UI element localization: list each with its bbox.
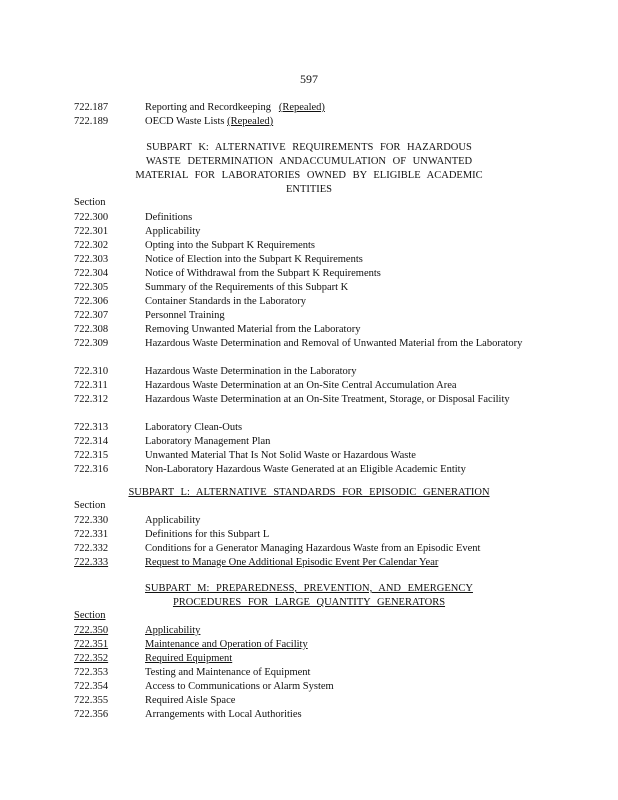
section-number: 722.315 [74,450,109,461]
section-title: Notice of Election into the Subpart K Requirements [145,254,363,265]
section-number: 722.304 [74,268,109,279]
section-number: 722.350 [74,625,109,636]
page-number: 597 [300,72,318,86]
section-title: Opting into the Subpart K Requirements [145,240,316,251]
section-number: 722.300 [74,212,109,223]
section-title: Personnel Training [145,310,225,321]
section-title: Applicability [145,515,201,526]
section-number: 722.352 [74,653,109,664]
section-title: Hazardous Waste Determination and Removal of Unwanted Material from the Laboratory [145,338,523,349]
section-title: Removing Unwanted Material from the Laboratory [145,324,361,335]
section-title: OECD Waste Lists (Repealed) [145,116,274,127]
section-label: Section [74,610,106,621]
section-number: 722.356 [74,709,109,720]
section-title: Hazardous Waste Determination at an On-Site Treatment, Storage, or Disposal Facility [145,394,510,405]
subpart-m-heading-line: SUBPART M: PREPAREDNESS, PREVENTION, AND EMERGENCY [145,583,473,594]
subpart-m-heading-line: PROCEDURES FOR LARGE QUANTITY GENERATORS [172,597,446,608]
section-number: 722.355 [74,695,109,706]
section-title: Hazardous Waste Determination at an On-Site Central Accumulation Area [145,380,457,391]
section-title: Maintenance and Operation of Facility [145,639,308,650]
subpart-k-heading-line: ENTITIES [285,184,333,195]
section-number: 722.307 [74,310,109,321]
section-number: 722.187 [74,102,109,113]
section-title: Conditions for a Generator Managing Hazardous Waste from an Episodic Event [145,543,481,554]
section-title: Applicability [145,226,201,237]
section-title: Request to Manage One Additional Episodic Event Per Calendar Year [145,557,439,568]
subpart-k-heading-line: WASTE DETERMINATION ANDACCUMULATION OF UNWANTED [145,156,473,167]
section-number: 722.311 [74,380,108,391]
section-number: 722.351 [74,639,109,650]
section-title: Reporting and Recordkeeping (Repealed) [145,102,325,113]
section-number: 722.331 [74,529,109,540]
section-title: Hazardous Waste Determination in the Laboratory [145,366,357,377]
section-number: 722.332 [74,543,109,554]
section-number: 722.314 [74,436,109,447]
section-title: Laboratory Management Plan [145,436,271,447]
section-number: 722.313 [74,422,109,433]
section-number: 722.312 [74,394,109,405]
section-title: Summary of the Requirements of this Subpart K [145,282,349,293]
section-number: 722.353 [74,667,109,678]
section-number: 722.354 [74,681,109,692]
section-number: 722.309 [74,338,109,349]
section-number: 722.301 [74,226,109,237]
section-title: Access to Communications or Alarm System [145,681,334,692]
section-title: Laboratory Clean-Outs [145,422,243,433]
section-title: Arrangements with Local Authorities [145,709,302,720]
section-title: Definitions for this Subpart L [145,529,270,540]
section-number: 722.305 [74,282,109,293]
section-title: Applicability [145,625,201,636]
subpart-l-heading: SUBPART L: ALTERNATIVE STANDARDS FOR EPISODIC GENERATION [128,487,490,498]
section-number: 722.303 [74,254,109,265]
section-title: Notice of Withdrawal from the Subpart K Requirements [145,268,381,279]
section-label: Section [74,197,106,208]
section-title: Non-Laboratory Hazardous Waste Generated at an Eligible Academic Entity [145,464,466,475]
subpart-k-heading-line: MATERIAL FOR LABORATORIES OWNED BY ELIGIBLE ACADEMIC [135,170,483,181]
section-label: Section [74,500,106,511]
section-title: Required Equipment [145,653,233,664]
section-number: 722.308 [74,324,109,335]
section-number: 722.333 [74,557,109,568]
section-number: 722.316 [74,464,109,475]
section-number: 722.306 [74,296,109,307]
section-number: 722.330 [74,515,109,526]
section-title: Definitions [145,212,193,223]
section-title: Unwanted Material That Is Not Solid Waste or Hazardous Waste [145,450,416,461]
section-title: Testing and Maintenance of Equipment [145,667,311,678]
subpart-k-heading-line: SUBPART K: ALTERNATIVE REQUIREMENTS FOR HAZARDOUS [146,142,472,153]
section-number: 722.302 [74,240,109,251]
repealed-note: (Repealed) [227,116,274,127]
section-number: 722.189 [74,116,109,127]
repealed-note: (Repealed) [278,102,325,113]
section-title: Required Aisle Space [145,695,236,706]
section-number: 722.310 [74,366,109,377]
section-title: Container Standards in the Laboratory [145,296,306,307]
